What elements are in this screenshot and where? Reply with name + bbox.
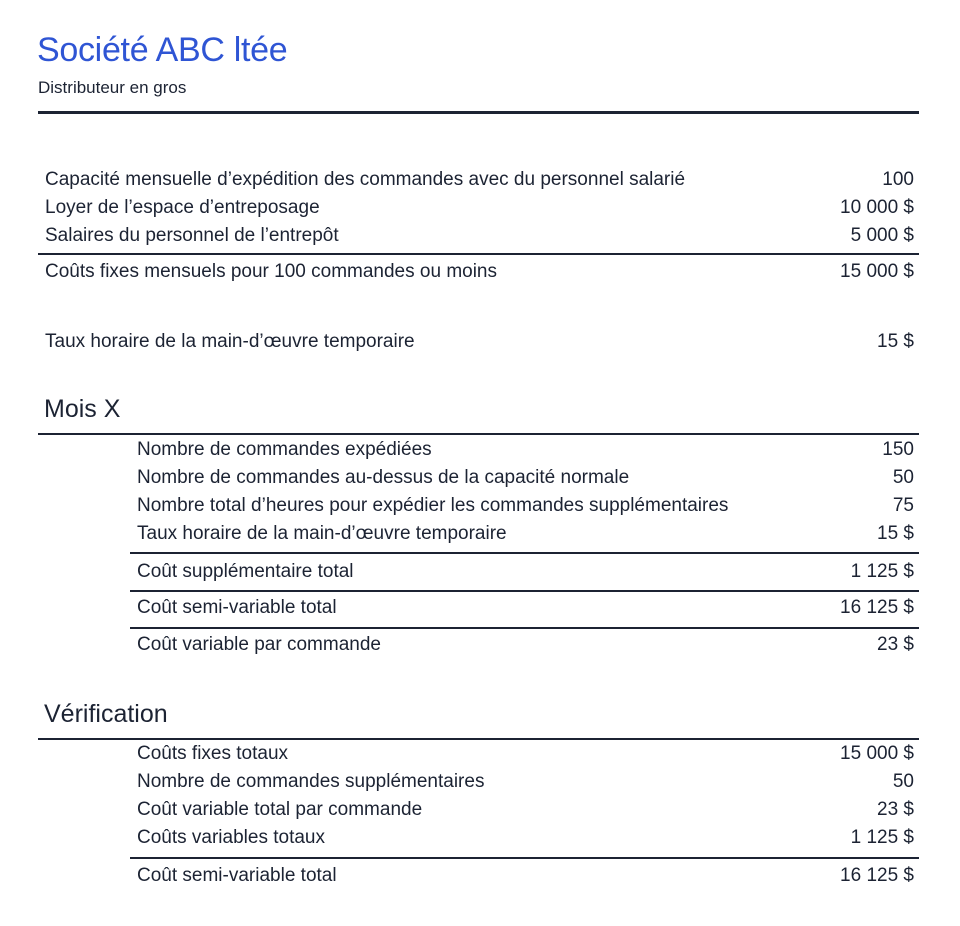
company-title: Société ABC ltée xyxy=(37,31,288,69)
fixed-row-total xyxy=(45,258,914,286)
month-row-total-hours xyxy=(137,492,914,520)
row-label: Nombre de commandes au-dessus de la capacité normale xyxy=(137,467,630,488)
section-title-month: Mois X xyxy=(44,395,121,423)
row-value: 23 $ xyxy=(877,634,914,655)
row-label: Taux horaire de la main-d’œuvre temporaire xyxy=(137,523,507,544)
row-label: Coût variable total par commande xyxy=(137,799,423,820)
month-section-divider xyxy=(38,433,919,435)
company-subtitle: Distributeur en gros xyxy=(38,78,187,97)
row-value: 16 125 $ xyxy=(840,597,914,618)
row-label: Capacité mensuelle d’expédition des commandes avec du personnel salarié xyxy=(45,169,686,190)
fixed-row-salaries xyxy=(45,222,914,250)
row-label: Nombre de commandes expédiées xyxy=(137,439,432,460)
row-value: 15 $ xyxy=(877,331,914,352)
row-label: Taux horaire de la main-d’œuvre temporaire xyxy=(45,331,415,352)
row-value: 15 $ xyxy=(877,523,914,544)
verification-total-divider xyxy=(130,857,919,859)
row-label: Coûts fixes mensuels pour 100 commandes ou moins xyxy=(45,261,498,282)
row-label: Nombre total d’heures pour expédier les commandes supplémentaires xyxy=(137,495,729,516)
row-value: 1 125 $ xyxy=(850,827,914,848)
fixed-row-capacity xyxy=(45,166,914,194)
month-row-orders-over-capacity xyxy=(137,464,914,492)
row-value: 5 000 $ xyxy=(850,225,914,246)
month-row-extra-total xyxy=(137,558,914,586)
row-value: 10 000 $ xyxy=(840,197,914,218)
row-label: Nombre de commandes supplémentaires xyxy=(137,771,485,792)
month-row-semi-total xyxy=(137,594,914,622)
verification-row-variable-costs xyxy=(137,824,914,852)
temp-labor-rate-row xyxy=(45,328,914,356)
row-label: Coût variable par commande xyxy=(137,634,381,655)
row-label: Salaires du personnel de l’entrepôt xyxy=(45,225,339,246)
month-row-hourly-rate xyxy=(137,520,914,548)
row-value: 50 xyxy=(892,771,914,792)
verification-row-semi-total xyxy=(137,862,914,890)
fixed-total-divider xyxy=(38,253,919,255)
row-value: 23 $ xyxy=(877,799,914,820)
row-value: 16 125 $ xyxy=(840,865,914,886)
row-label: Coût supplémentaire total xyxy=(137,561,354,582)
fixed-row-rent xyxy=(45,194,914,222)
verification-row-fixed-costs xyxy=(137,740,914,768)
row-label: Coût semi-variable total xyxy=(137,865,337,886)
row-value: 15 000 $ xyxy=(840,261,914,282)
row-value: 50 xyxy=(892,467,914,488)
row-value: 75 xyxy=(892,495,914,516)
row-value: 1 125 $ xyxy=(850,561,914,582)
section-title-verification: Vérification xyxy=(44,700,168,728)
semi-total-divider xyxy=(130,590,919,592)
header-divider xyxy=(38,111,919,114)
verification-row-extra-orders xyxy=(137,768,914,796)
row-label: Coût semi-variable total xyxy=(137,597,337,618)
month-row-orders-shipped xyxy=(137,436,914,464)
month-row-per-order xyxy=(137,631,914,659)
row-value: 150 xyxy=(882,439,914,460)
row-label: Coûts variables totaux xyxy=(137,827,325,848)
row-label: Coûts fixes totaux xyxy=(137,743,289,764)
extra-total-divider xyxy=(130,552,919,554)
verification-row-variable-per-order xyxy=(137,796,914,824)
per-order-divider xyxy=(130,627,919,629)
row-value: 100 xyxy=(882,169,914,190)
row-value: 15 000 $ xyxy=(840,743,914,764)
row-label: Loyer de l’espace d’entreposage xyxy=(45,197,320,218)
